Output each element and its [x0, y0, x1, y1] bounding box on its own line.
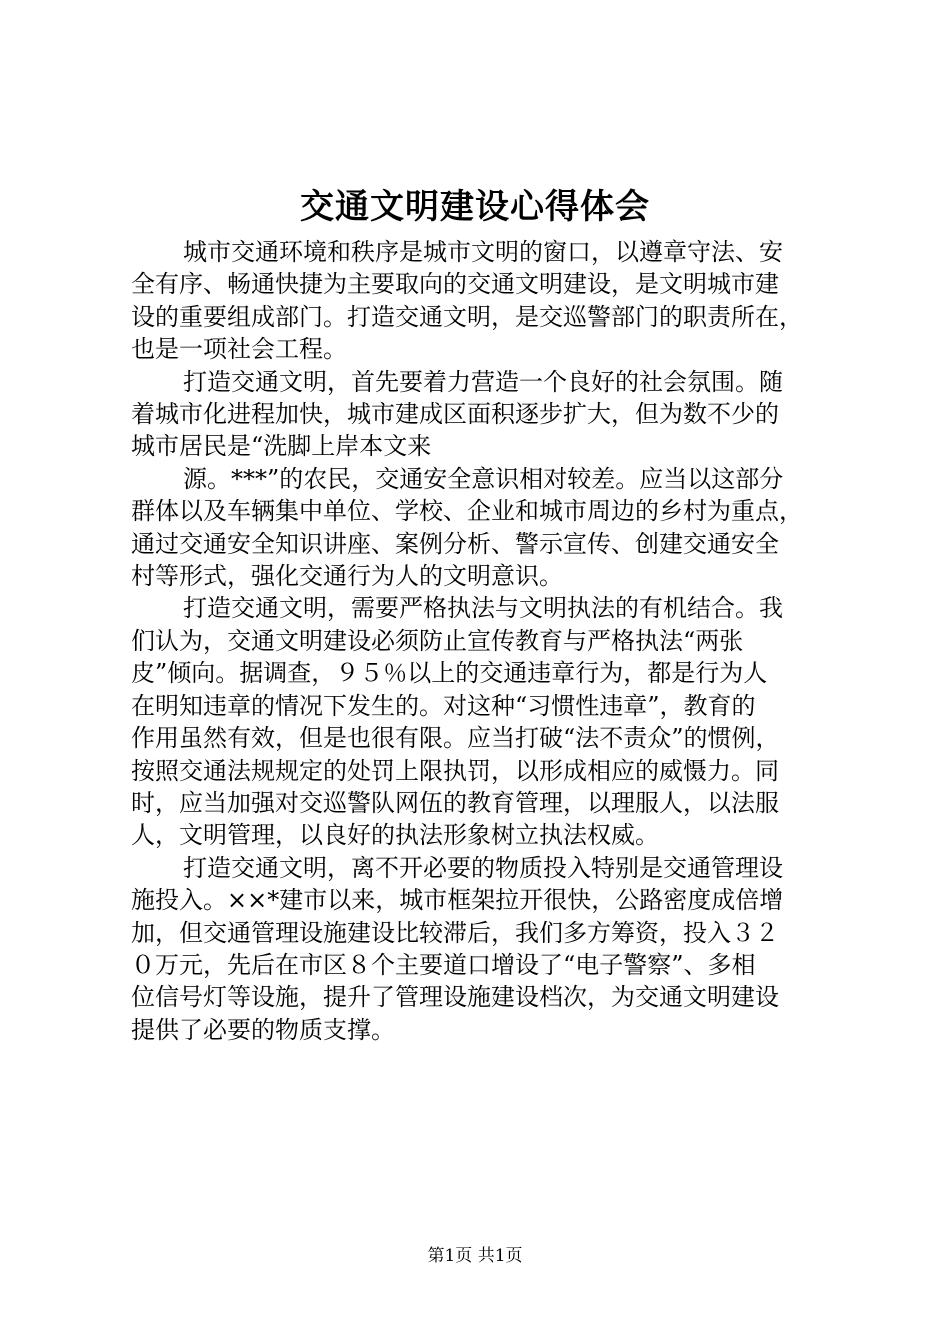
text-line: 通过交通安全知识讲座、案例分析、警示宣传、创建交通安全 [131, 529, 779, 558]
document-body [131, 236, 831, 1046]
paragraph [131, 236, 831, 366]
text-line: 打造交通文明，离不开必要的物质投入特别是交通管理设 [183, 853, 783, 882]
page-footer: 第1页 共1页 [427, 1246, 523, 1266]
text-line: 位信号灯等设施，提升了管理设施建设档次，为交通文明建设 [131, 983, 779, 1012]
text-line: 源。***”的农民，交通安全意识相对较差。应当以这部分 [183, 464, 784, 493]
text-line: 按照交通法规规定的处罚上限执罚，以形成相应的威慑力。同 [131, 756, 779, 785]
text-line: 作用虽然有效，但是也很有限。应当打破“法不责众”的惯例， [131, 724, 780, 753]
text-line: 群体以及车辆集中单位、学校、企业和城市周边的乡村为重点， [131, 497, 803, 526]
text-line: 打造交通文明，需要严格执法与文明执法的有机结合。我 [183, 594, 783, 623]
text-line: 设的重要组成部门。打造交通文明，是交巡警部门的职责所在， [131, 302, 803, 331]
text-line: 城市居民是“洗脚上岸本文来 [131, 432, 432, 461]
text-line: 也是一项社会工程。 [131, 335, 347, 364]
text-line: 们认为，交通文明建设必须防止宣传教育与严格执法“两张 [131, 626, 744, 655]
text-line: 时，应当加强对交巡警队网伍的教育管理，以理服人，以法服 [131, 788, 779, 817]
text-line: 在明知违章的情况下发生的。对这种“习惯性违章”，教育的 [131, 691, 756, 720]
text-line: 着城市化进程加快，城市建成区面积逐步扩大，但为数不少的 [131, 400, 779, 429]
paragraph [131, 592, 831, 851]
page-title: 交通文明建设心得体会 [300, 187, 650, 227]
text-line: 皮”倾向。据调查，９５％以上的交通违章行为，都是行为人 [131, 659, 768, 688]
text-line: 人，文明管理，以良好的执法形象树立执法权威。 [131, 821, 659, 850]
text-line: 提供了必要的物质支撑。 [131, 1015, 395, 1044]
text-line: 施投入。××*建市以来，城市框架拉开很快，公路密度成倍增 [131, 886, 784, 915]
paragraph [131, 463, 831, 593]
text-line: 城市交通环境和秩序是城市文明的窗口，以遵章守法、安 [183, 238, 783, 266]
paragraph [131, 852, 831, 1046]
text-line: 加，但交通管理设施建设比较滞后，我们多方筹资，投入３２ [131, 918, 779, 947]
text-line: 打造交通文明，首先要着力营造一个良好的社会氛围。随 [183, 367, 783, 396]
text-line: ０万元，先后在市区８个主要道口增设了“电子警察”、多相 [131, 950, 756, 979]
text-line: 村等形式，强化交通行为人的文明意识。 [131, 562, 563, 591]
text-line: 全有序、畅通快捷为主要取向的交通文明建设，是文明城市建 [131, 270, 779, 299]
paragraph [131, 366, 831, 463]
